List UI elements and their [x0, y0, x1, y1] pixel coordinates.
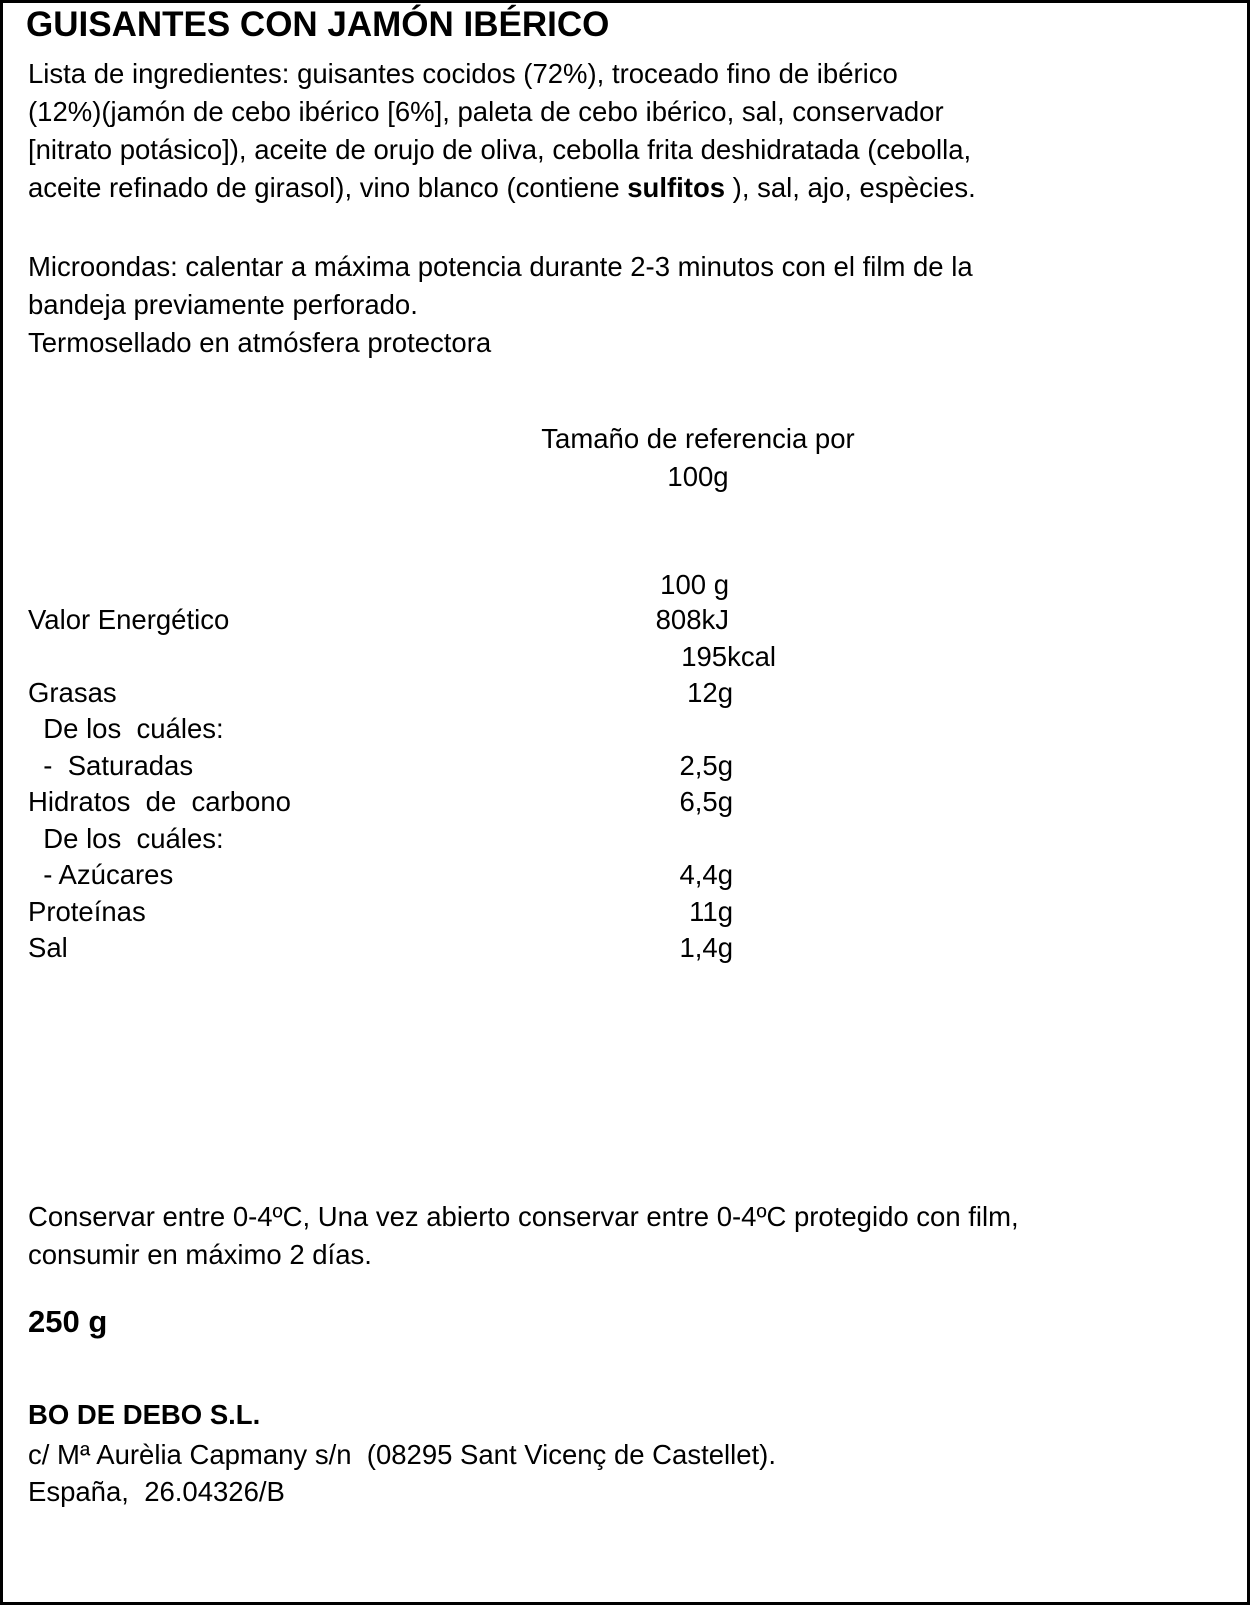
company-registry: España, 26.04326/B: [28, 1476, 285, 1507]
ingredients-text: aceite refinado de girasol), vino blanco (contiene: [28, 172, 628, 203]
microwave-line: Microondas: calentar a máxima potencia durante 2-3 minutos con el film de la: [28, 251, 973, 282]
nutrient-value: 4,4g: [679, 859, 733, 890]
ingredients-text: ), sal, ajo, espècies.: [725, 172, 976, 203]
nutrient-label: Grasas: [28, 677, 117, 708]
nutrition-reference-label: Tamaño de referencia por: [541, 423, 855, 454]
nutrient-value: 1,4g: [679, 932, 733, 963]
storage-line: consumir en máximo 2 días.: [28, 1239, 372, 1270]
company-address: c/ Mª Aurèlia Capmany s/n (08295 Sant Vicenç de Castellet).: [28, 1439, 776, 1470]
ingredients-line: (12%)(jamón de cebo ibérico [6%], paleta de cebo ibérico, sal, conservador: [28, 96, 944, 127]
ingredients-line: [28, 169, 1228, 207]
nutrient-label: Hidratos de carbono: [28, 786, 291, 817]
net-weight: 250 g: [28, 1304, 108, 1339]
microwave-line: bandeja previamente perforado.: [28, 289, 418, 320]
microwave-instructions: [28, 248, 1228, 324]
packaging-note: Termosellado en atmósfera protectora: [28, 327, 492, 358]
nutrition-column-header: 100 g: [660, 569, 729, 600]
nutrition-reference-amount: 100g: [667, 461, 729, 492]
nutrient-label: - Saturadas: [28, 750, 194, 781]
nutrient-value: 11g: [689, 896, 733, 927]
allergen-sulfites: sulfitos: [627, 172, 726, 203]
nutrient-label: Proteínas: [28, 896, 146, 927]
storage-instructions: [28, 1198, 1228, 1274]
nutrient-label: De los cuáles:: [28, 823, 224, 854]
nutrient-label: Valor Energético: [28, 604, 230, 635]
nutrient-label: - Azúcares: [28, 859, 174, 890]
company-name: BO DE DEBO S.L.: [28, 1399, 261, 1430]
nutrient-label: De los cuáles:: [28, 713, 224, 744]
nutrient-value: 2,5g: [679, 750, 733, 781]
ingredients-line: Lista de ingredientes: guisantes cocidos (72%), troceado fino de ibérico: [28, 58, 898, 89]
ingredients-line: [nitrato potásico]), aceite de orujo de oliva, cebolla frita deshidratada (cebolla,: [28, 134, 972, 165]
ingredients-list: [28, 55, 1228, 207]
nutrient-value: 12g: [687, 677, 733, 708]
nutrient-value: 195kcal: [681, 641, 776, 672]
nutrient-value: 6,5g: [679, 786, 733, 817]
product-title: GUISANTES CON JAMÓN IBÉRICO: [26, 5, 610, 44]
nutrient-label: Sal: [28, 932, 68, 963]
nutrient-value: 808kJ: [655, 604, 729, 635]
storage-line: Conservar entre 0-4ºC, Una vez abierto conservar entre 0-4ºC protegido con film,: [28, 1201, 1019, 1232]
